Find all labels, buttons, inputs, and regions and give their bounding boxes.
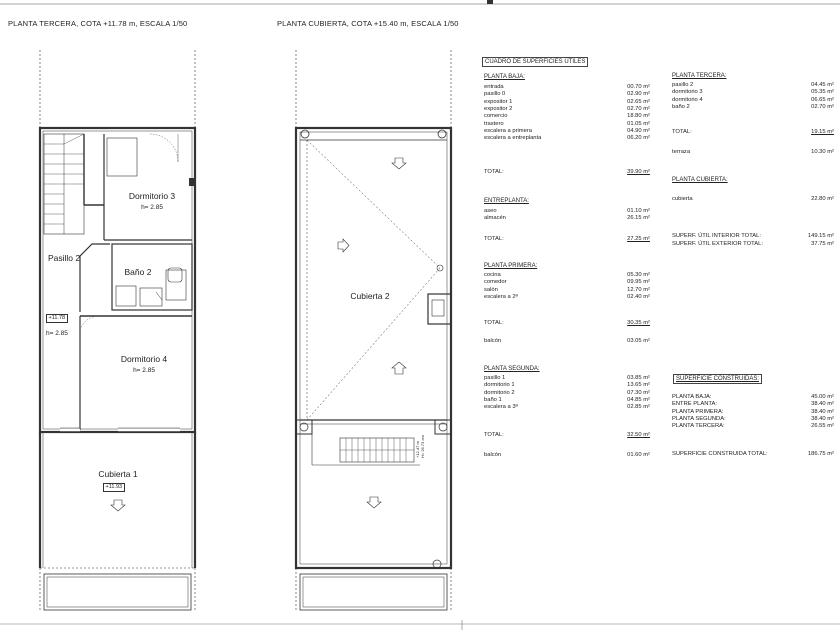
- table-row-value: 03.85 m²: [627, 375, 650, 381]
- level-height-tercera: h= 2.85: [46, 330, 68, 337]
- room-label-dormitorio-4: Dormitorio 4: [120, 354, 168, 364]
- total-label-planta-segunda: TOTAL:: [484, 432, 504, 438]
- table-row-label: comercio: [484, 113, 508, 120]
- table-row-value: 01.10 m²: [627, 208, 650, 214]
- plan-title-planta-tercera: PLANTA TERCERA, COTA +11.78 m, ESCALA 1/50: [8, 19, 188, 28]
- table-row-label: PLANTA BAJA:: [672, 394, 712, 400]
- table-row-value: 02.90 m²: [627, 91, 650, 98]
- table-row-label: dormitorio 1: [484, 382, 515, 389]
- extra-value-planta-primera: 03.05 m²: [627, 338, 650, 344]
- table-row-value: 38.40 m²: [811, 408, 834, 415]
- table-row-label: PLANTA TERCERA:: [672, 423, 725, 430]
- table-row-label: escalera a entreplanta: [484, 135, 542, 142]
- room-label-cubierta-1: Cubierta 1: [98, 469, 138, 479]
- table-row-value: 09.95 m²: [627, 279, 650, 286]
- table-row-value: 04.45 m²: [811, 82, 834, 88]
- table-row-label: dormitorio 4: [672, 96, 703, 103]
- extra-label-planta-tercera: terraza: [672, 149, 691, 155]
- table-row-value: 07.30 m²: [627, 389, 650, 396]
- table-row-label: escalera a 3ª: [484, 404, 518, 411]
- table-row-label: SUPERF. ÚTIL EXTERIOR TOTAL:: [672, 240, 763, 247]
- table-row-value: 04.85 m²: [627, 396, 650, 403]
- table-row-label: salón: [484, 286, 498, 293]
- table-row-label: pasillo 0: [484, 91, 506, 98]
- room-label-cubierta-2: Cubierta 2: [350, 291, 390, 301]
- table-row-value: 05.35 m²: [811, 89, 834, 96]
- table-row-value: 00.70 m²: [627, 84, 650, 90]
- table-row-label: comedor: [484, 279, 507, 286]
- table-row-label: aseo: [484, 208, 497, 214]
- surface-table-title: CUADRO DE SUPERFICIES ÚTILES: [482, 57, 588, 67]
- section-title-planta-primera: PLANTA PRIMERA:: [484, 263, 538, 269]
- plan-planta-cubierta: [296, 50, 451, 610]
- table-row-label: entrada: [484, 84, 504, 90]
- room-label-dormitorio-3: Dormitorio 3: [128, 191, 176, 201]
- extra-label-planta-segunda: balcón: [484, 452, 502, 458]
- table-row-label: expositor 2: [484, 105, 513, 112]
- table-row-value: 37.75 m²: [811, 240, 834, 247]
- table-row-label: baño 1: [484, 396, 502, 403]
- table-row-value: 02.40 m²: [627, 293, 650, 300]
- room-label-bano-2: Baño 2: [124, 267, 152, 277]
- table-row-label: cubierta: [672, 196, 693, 202]
- table-row-value: 02.85 m²: [627, 404, 650, 411]
- extra-value-planta-tercera: 10.30 m²: [811, 149, 834, 155]
- total-value-planta-segunda: 32.50 m²: [627, 432, 650, 438]
- room-height-dormitorio-3: h= 2.85: [141, 204, 163, 211]
- total-label-planta-baja: TOTAL:: [484, 169, 504, 175]
- level-mark-tercera: +11.78: [46, 314, 68, 323]
- table-row-value: 22.80 m²: [811, 196, 834, 202]
- table-row-value: 01.05 m²: [627, 120, 650, 127]
- section-title-planta-segunda: PLANTA SEGUNDA:: [484, 366, 540, 372]
- total-label-planta-primera: TOTAL:: [484, 320, 504, 326]
- table-row-label: dormitorio 2: [484, 389, 515, 396]
- table-row-value: 06.65 m²: [811, 96, 834, 103]
- table-row-value: 02.70 m²: [627, 105, 650, 112]
- table-row-label: PLANTA SEGUNDA:: [672, 415, 726, 422]
- extra-value-planta-segunda: 01.60 m²: [627, 452, 650, 458]
- room-height-dormitorio-4: h= 2.85: [133, 367, 155, 374]
- table-row-label: baño 2: [672, 103, 690, 110]
- section-title-construidas: SUPERFICIE CONSTRUIDAS:: [673, 374, 762, 384]
- table-row-label: pasillo 2: [672, 82, 694, 88]
- total-label-construidas: SUPERFICIE CONSTRUIDA TOTAL:: [672, 451, 768, 457]
- section-title-entreplanta: ENTREPLANTA:: [484, 198, 529, 204]
- plan-title-planta-cubierta: PLANTA CUBIERTA, COTA +15.40 m, ESCALA 1/50: [277, 19, 459, 28]
- total-label-planta-tercera: TOTAL:: [672, 129, 692, 135]
- table-row-label: SUPERF. ÚTIL INTERIOR TOTAL:: [672, 233, 762, 239]
- table-row-value: 05.30 m²: [627, 272, 650, 278]
- room-label-pasillo-2: Pasillo 2: [48, 253, 81, 263]
- table-row-value: 06.20 m²: [627, 135, 650, 142]
- table-row-value: 149.15 m²: [807, 233, 834, 239]
- table-row-label: expositor 1: [484, 98, 513, 105]
- total-value-construidas: 186.75 m²: [807, 451, 834, 457]
- table-row-label: escalera a 2ª: [484, 293, 518, 300]
- stair-note-2: H= 26.73 cm: [420, 435, 425, 458]
- table-row-value: 02.65 m²: [627, 98, 650, 105]
- table-row-label: pasillo 1: [484, 375, 506, 381]
- section-title-planta-cubierta: PLANTA CUBIERTA:: [672, 177, 728, 183]
- table-row-value: 26.55 m²: [811, 423, 834, 430]
- level-mark-cubierta-1: +11.93: [103, 483, 125, 492]
- table-row-value: 45.00 m²: [811, 394, 834, 400]
- extra-label-planta-primera: balcón: [484, 338, 502, 344]
- total-value-planta-primera: 30.35 m²: [627, 320, 650, 326]
- table-row-value: 02.70 m²: [811, 103, 834, 110]
- total-value-entreplanta: 27.25 m²: [627, 236, 650, 242]
- table-row-value: 13.65 m²: [627, 382, 650, 389]
- table-row-label: escalera a primera: [484, 127, 533, 134]
- table-row-value: 38.40 m²: [811, 401, 834, 408]
- table-row-label: trastero: [484, 120, 504, 127]
- stair-note-1: +12.47 m: [415, 441, 420, 458]
- table-row-value: 18.80 m²: [627, 113, 650, 120]
- table-row-label: dormitorio 3: [672, 89, 703, 96]
- total-label-entreplanta: TOTAL:: [484, 236, 504, 242]
- table-row-value: 12.70 m²: [627, 286, 650, 293]
- table-row-label: cocina: [484, 272, 501, 278]
- table-row-value: 04.90 m²: [627, 127, 650, 134]
- section-title-planta-baja: PLANTA BAJA:: [484, 74, 525, 80]
- table-row-value: 38.40 m²: [811, 415, 834, 422]
- total-value-planta-tercera: 19.15 m²: [811, 129, 834, 135]
- table-row-value: 26.15 m²: [627, 215, 650, 222]
- table-row-label: PLANTA PRIMERA:: [672, 408, 724, 415]
- table-row-label: almacén: [484, 215, 506, 222]
- table-row-label: ENTRE PLANTA:: [672, 401, 717, 408]
- total-value-planta-baja: 39.90 m²: [627, 169, 650, 175]
- section-title-planta-tercera: PLANTA TERCERA:: [672, 73, 727, 79]
